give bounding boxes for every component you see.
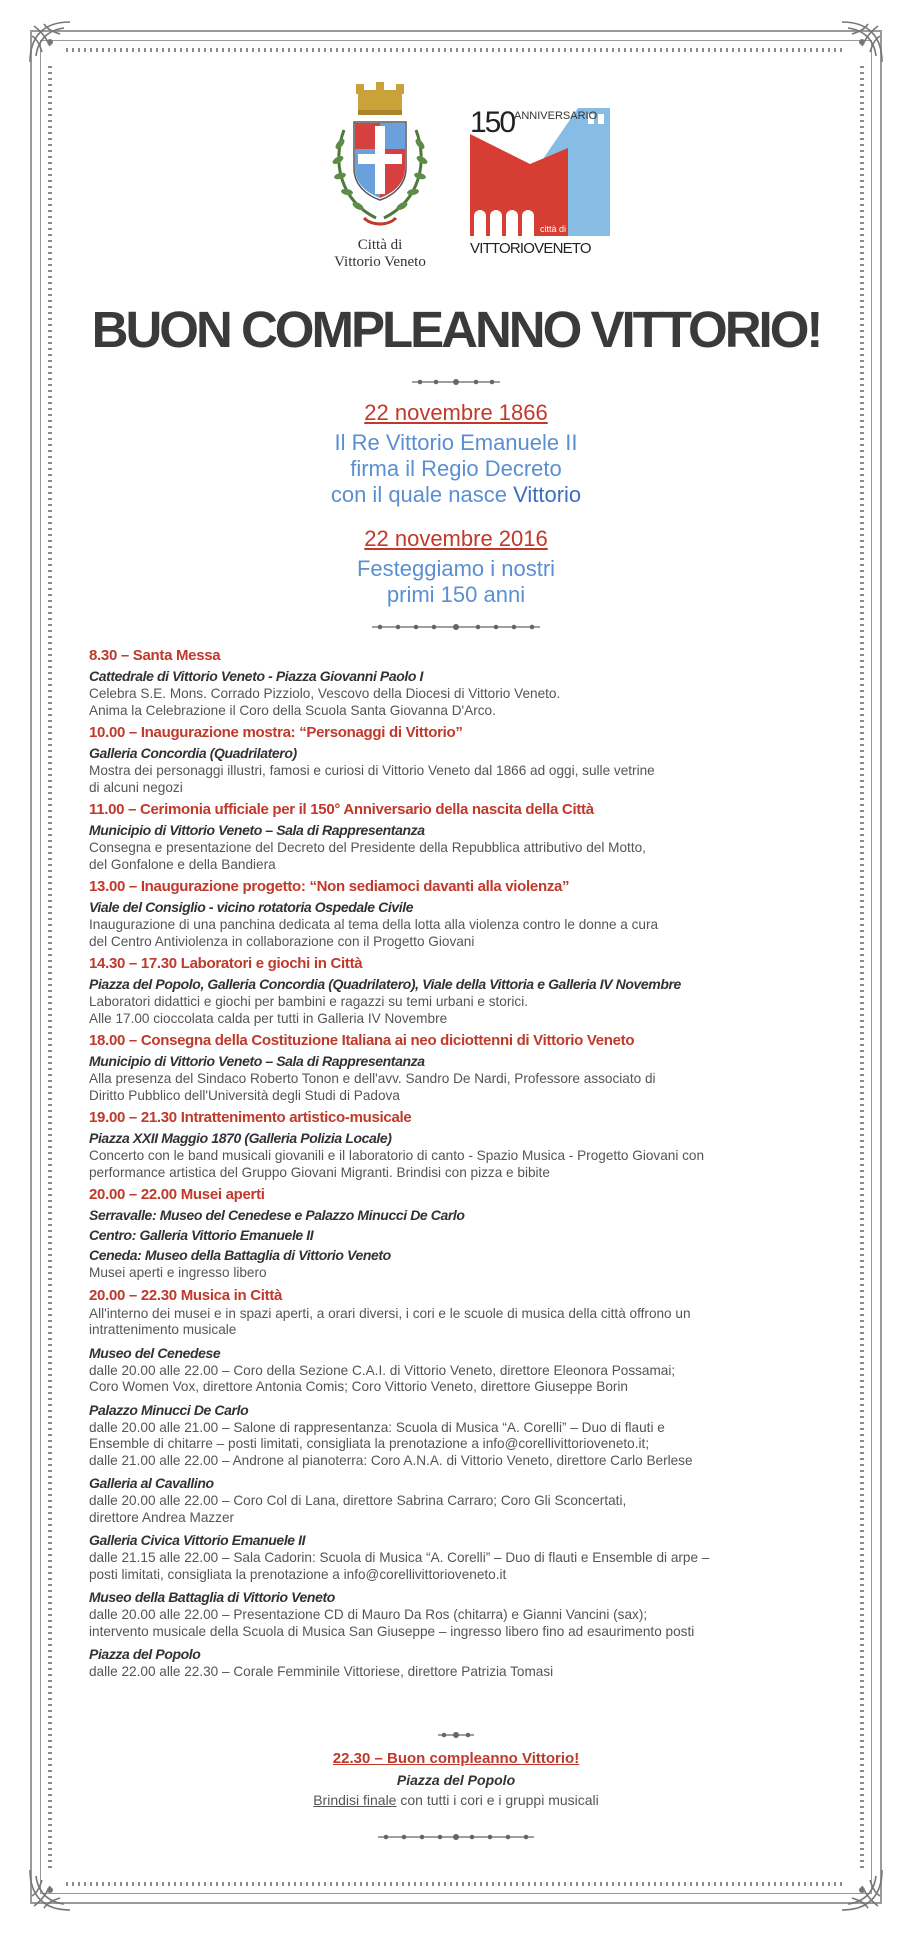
anniversary-logo <box>470 104 630 262</box>
event-desc-line: Alla presenza del Sindaco Roberto Tonon e dell'avv. Sandro De Nardi, Professore associato di <box>89 1071 656 1086</box>
event-place: Serravalle: Museo del Cenedese e Palazzo Minucci De Carlo <box>89 1207 465 1223</box>
venue-description <box>89 1363 829 1396</box>
page-title: BUON COMPLEANNO VITTORIO! <box>91 301 821 358</box>
finale-time: 22.30 – Buon compleanno Vittorio! <box>332 1750 580 1767</box>
event-place: Municipio di Vittorio Veneto – Sala di Rappresentanza <box>89 822 425 838</box>
event-time: 11.00 – Cerimonia ufficiale per il 150° Anniversario della nascita della Città <box>89 801 594 818</box>
venue-name: Piazza del Popolo <box>89 1646 201 1662</box>
venue-description <box>89 1607 829 1640</box>
event-time: 13.00 – Inaugurazione progetto: “Non sediamoci davanti alla violenza” <box>89 878 570 895</box>
coat-of-arms-icon <box>320 82 440 232</box>
divider-ornament-icon <box>0 375 912 389</box>
event-place: Piazza del Popolo, Galleria Concordia (Quadrilatero), Viale della Vittoria e Galleria IV Novembre <box>89 976 681 992</box>
event-description <box>89 686 829 719</box>
intro-line-3-prefix: con il quale nasce <box>330 482 514 507</box>
event-item <box>89 1108 829 1181</box>
event-item <box>89 1031 829 1104</box>
corner-ornament-icon <box>24 16 76 68</box>
intro-line-2: firma il Regio Decreto <box>350 456 562 481</box>
event-description <box>89 994 829 1027</box>
event-item <box>89 646 829 719</box>
program-list <box>89 646 829 1681</box>
corner-ornament-icon <box>836 1864 888 1916</box>
top-border-pattern <box>66 48 846 52</box>
corner-ornament-icon <box>836 16 888 68</box>
finale-desc-rest: con tutti i cori e i gruppi musicali <box>396 1792 599 1808</box>
venue-name: Museo della Battaglia di Vittorio Veneto <box>89 1589 335 1605</box>
anniversary-number: 150 <box>470 106 515 139</box>
event-item <box>89 1286 829 1681</box>
event-description <box>89 1148 829 1181</box>
event-desc-line: del Centro Antiviolenza in collaborazione con il Progetto Giovani <box>89 933 475 949</box>
event-description <box>89 763 829 796</box>
venue-desc-line: dalle 20.00 alle 21.00 – Salone di rappresentanza: Scuola di Musica “A. Corelli” – Duo di flauti e <box>89 1419 665 1435</box>
venue-desc-line: direttore Andrea Mazzer <box>89 1509 235 1525</box>
venue-description <box>89 1420 829 1470</box>
event-time: 20.00 – 22.30 Musica in Città <box>89 1286 283 1304</box>
finale-description <box>0 1792 912 1808</box>
intro-line-5: primi 150 anni <box>386 582 526 607</box>
venue-desc-line: dalle 20.00 alle 22.00 – Coro della Sezione C.A.I. di Vittorio Veneto, direttore Eleonora Possamai; <box>89 1362 676 1378</box>
bottom-border-pattern <box>66 1882 846 1886</box>
event-description: Musei aperti e ingresso libero <box>89 1265 267 1280</box>
celebration-date: 22 novembre 2016 <box>364 526 548 551</box>
event-place: Municipio di Vittorio Veneto – Sala di Rappresentanza <box>89 1053 425 1069</box>
event-description <box>89 1306 829 1339</box>
event-description <box>89 1071 829 1104</box>
city-caption-line2: Vittorio Veneto <box>334 254 426 270</box>
event-place: Piazza XXII Maggio 1870 (Galleria Polizia Locale) <box>89 1130 392 1146</box>
venue-description <box>89 1493 829 1526</box>
event-desc-line: di alcuni negozi <box>89 779 183 795</box>
venue-name: Palazzo Minucci De Carlo <box>89 1401 249 1418</box>
event-desc-line: performance artistica del Gruppo Giovani Migranti. Brindisi con pizza e bibite <box>89 1164 550 1180</box>
anniversary-small-text: città di <box>540 224 567 234</box>
venue-desc-line: Coro Women Vox, direttore Antonia Comis; Coro Vittorio Veneto, direttore Giuseppe Borin <box>89 1379 628 1394</box>
event-desc-line: intrattenimento musicale <box>89 1322 237 1337</box>
event-desc-line: Diritto Pubblico dell'Università degli Studi di Padova <box>89 1087 400 1103</box>
event-place: Cattedrale di Vittorio Veneto - Piazza Giovanni Paolo I <box>89 668 424 684</box>
event-item <box>89 877 829 950</box>
event-desc-line: Mostra dei personaggi illustri, famosi e curiosi di Vittorio Veneto dal 1866 ad oggi, sulle vetrine <box>89 763 655 778</box>
event-time: 18.00 – Consegna della Costituzione Italiana ai neo diciottenni di Vittorio Veneto <box>89 1032 635 1049</box>
event-place: Galleria Concordia (Quadrilatero) <box>89 745 297 761</box>
event-item <box>89 1185 829 1282</box>
event-desc-line: Alle 17.00 cioccolata calda per tutti in Galleria IV Novembre <box>89 1010 448 1026</box>
event-time: 19.00 – 21.30 Intrattenimento artistico-musicale <box>89 1109 412 1126</box>
venue-name: Museo del Cenedese <box>89 1344 221 1361</box>
event-time: 20.00 – 22.00 Musei aperti <box>89 1186 265 1203</box>
event-desc-line: Laboratori didattici e giochi per bambini e ragazzi su temi urbani e storici. <box>89 994 528 1009</box>
event-item <box>89 800 829 873</box>
city-caption-line1: Città di <box>357 237 403 253</box>
event-description <box>89 917 829 950</box>
venue-name: Galleria Civica Vittorio Emanuele II <box>89 1532 306 1548</box>
event-desc-line: Concerto con le band musicali giovanili e il laboratorio di canto - Spazio Musica - Progetto Giovani con <box>89 1148 705 1163</box>
intro-line-1: Il Re Vittorio Emanuele II <box>334 430 578 455</box>
venue-desc-line: Ensemble di chitarre – posti limitati, consigliata la prenotazione a info@corellivittorioveneto.it; <box>89 1436 650 1451</box>
divider-ornament-icon <box>0 620 912 634</box>
event-description <box>89 840 829 873</box>
anniversary-city: VITTORIOVENETO <box>470 240 591 257</box>
venue-desc-line: dalle 21.15 alle 22.00 – Sala Cadorin: Scuola di Musica “A. Corelli” – Duo di flauti e Ensemble di arpe – <box>89 1550 710 1565</box>
event-time: 10.00 – Inaugurazione mostra: “Personaggi di Vittorio” <box>89 724 463 741</box>
intro-line-3-name: Vittorio <box>513 482 582 507</box>
finale-desc-underlined: Brindisi finale <box>313 1792 397 1808</box>
intro-line-3 <box>0 482 912 508</box>
event-time: 14.30 – 17.30 Laboratori e giochi in Città <box>89 955 363 972</box>
event-desc-line: Inaugurazione di una panchina dedicata al tema della lotta alla violenza contro le donne a cura <box>89 917 659 932</box>
event-desc-line: Anima la Celebrazione il Coro della Scuola Santa Giovanna D'Arco. <box>89 702 496 718</box>
venue-desc-line: intervento musicale della Scuola di Musica San Giuseppe – ingresso libero fino ad esaurimento posti <box>89 1623 695 1639</box>
event-place: Viale del Consiglio - vicino rotatoria Ospedale Civile <box>89 899 414 915</box>
event-desc-line: Consegna e presentazione del Decreto del Presidente della Repubblica attributivo del Motto, <box>89 840 646 855</box>
divider-ornament-icon <box>0 1830 912 1844</box>
venue-name: Galleria al Cavallino <box>89 1475 214 1491</box>
city-logo <box>300 82 460 271</box>
event-item <box>89 723 829 796</box>
venue-description <box>89 1550 829 1583</box>
venue-desc-line: dalle 21.00 alle 22.00 – Androne al pianoterra: Coro A.N.A. di Vittorio Veneto, direttore Carlo Berlese <box>89 1452 693 1468</box>
event-desc-line: del Gonfalone e della Bandiera <box>89 856 276 872</box>
finale-place: Piazza del Popolo <box>396 1772 516 1788</box>
venue-description: dalle 22.00 alle 22.30 – Corale Femminile Vittoriese, direttore Patrizia Tomasi <box>89 1664 554 1679</box>
event-time: 8.30 – Santa Messa <box>89 647 221 664</box>
venue-desc-line: dalle 20.00 alle 22.00 – Coro Col di Lana, direttore Sabrina Carraro; Coro Gli Sconcertati, <box>89 1493 627 1508</box>
corner-ornament-icon <box>24 1864 76 1916</box>
divider-ornament-icon <box>0 1728 912 1742</box>
intro-line-4: Festeggiamo i nostri <box>356 556 556 581</box>
event-desc-line: All'interno dei musei e in spazi aperti, a orari diversi, i cori e le scuole di musica della città offrono un <box>89 1305 691 1321</box>
venue-desc-line: dalle 20.00 alle 22.00 – Presentazione CD di Mauro Da Ros (chitarra) e Gianni Vancini (sax); <box>89 1607 648 1622</box>
anniversary-word: ANNIVERSARIO <box>514 110 598 122</box>
event-place: Ceneda: Museo della Battaglia di Vittorio Veneto <box>89 1247 391 1263</box>
venue-desc-line: posti limitati, consigliata la prenotazione a info@corellivittorioveneto.it <box>89 1566 507 1582</box>
event-item <box>89 954 829 1027</box>
event-desc-line: Celebra S.E. Mons. Corrado Pizziolo, Vescovo della Diocesi di Vittorio Veneto. <box>89 686 561 701</box>
historic-date: 22 novembre 1866 <box>364 400 548 425</box>
event-place: Centro: Galleria Vittorio Emanuele II <box>89 1227 314 1243</box>
